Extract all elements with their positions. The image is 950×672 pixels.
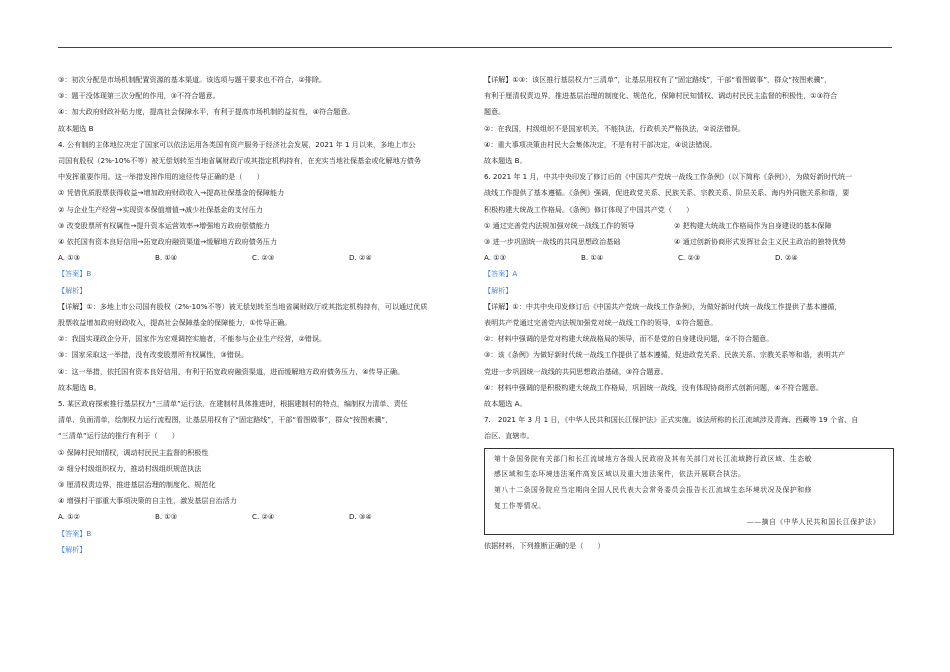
question-7-prompt: 依据材料，下列推断正确的是（ ） (484, 540, 605, 550)
choice-b: B. ①③ (155, 512, 178, 522)
question-6-stem: 积极构建大统战工作格局。《条例》修订体现了中国共产党（ ） (484, 204, 694, 214)
detail-line: 股票收益增加政府财政收入，提高社会保障基金的保障能力，①传导正确。 (58, 318, 292, 328)
choice-d: D. ②④ (349, 253, 372, 263)
material-line: 感区域和生态环境违法案件高发区域以及重大违法案件，依法开展联合执法。 (494, 470, 746, 479)
choice-a: A. ①② (58, 512, 80, 522)
question-7-stem: 7. 2021 年 3 月 1 日，《中华人民共和国长江保护法》正式实施。该法所称的长江流域涉及青海、西藏等 19 个省、自 (484, 415, 859, 425)
question-4-stem: 4. 公有制的主体地位决定了国家可以依法运用各类国有资产服务于经济社会发展，2021 年 1 月以来，多地上市公 (58, 139, 416, 149)
question-4-option: ② 与企业生产经营→实现资本保值增值→减少社保基金的支付压力 (58, 204, 263, 214)
question-4-stem: 中发挥重要作用。这一举措发挥作用的途径传导正确的是（ ） (58, 172, 264, 182)
detail-line: ②：材料中强调的是党对构建大统战格局的领导，而不是党的自身建设问题，②不符合题意。 (484, 334, 774, 344)
question-5-option: ④ 增强村干部重大事项决策的自主性，激发基层自治活力 (58, 496, 237, 506)
question-6-choices (484, 250, 894, 266)
choice-c: C. ②③ (252, 253, 275, 263)
text-line: ③：初次分配是市场机制配置资源的基本渠道。该选项与题干要求也不符合，②排除。 (58, 75, 327, 84)
choice-d: D. ②④ (775, 253, 798, 263)
detail-line: ③：该《条例》为做好新时代统一战线工作提供了基本遵循，促进政党关系、民族关系、宗教关系等和谐，表明共产 (484, 350, 846, 360)
question-5-option: ② 细分村级组织权力，推动村级组织规范执法 (58, 463, 202, 473)
choice-c: C. ②④ (252, 512, 275, 522)
detail-line: 表明共产党通过完善党内法规加强党对统一战线工作的领导，①符合题意。 (484, 318, 718, 328)
question-6-options-row (484, 234, 894, 250)
left-column (58, 72, 468, 558)
detail-line: 有利于厘清权责边界，推进基层治理的制度化、规范化，保障村民知情权、调动村民民主监督的积极性，①③符合 (484, 91, 838, 101)
answer-label: 【答案】B (58, 528, 92, 538)
detail-line: 【详解】①：多地上市公司国有股权（2%-10%不等）被无偿划转至当地省属财政厅或其指定机构持有，可以通过优质 (58, 301, 428, 311)
choice-a: A. ①③ (58, 253, 80, 263)
choice-a: A. ①③ (484, 253, 506, 263)
question-4-option: ③ 改变股票所有权属性→提升资本运营效率→增强地方政府偿债能力 (58, 220, 271, 230)
detail-line: 故本题选 B。 (484, 156, 527, 166)
question-5-option: ① 保障村民知情权，调动村民民主监督的积极性 (58, 447, 209, 457)
detail-line: 题意。 (484, 107, 506, 117)
question-5-stem: “三清单”运行法的推行有利于（ ） (58, 431, 179, 441)
detail-line: 故本题选 A。 (484, 399, 527, 409)
question-4-stem: 司国有股权（2%-10%不等）被无偿划转至当地省属财政厅或其指定机构持有，在充实当地社保基金或化解地方债务 (58, 156, 421, 166)
detail-line: ④：这一举措，依托国有资本良好信用，有利于拓宽政府融资渠道，进而缓解地方政府债务压力，④传导正确。 (58, 366, 405, 376)
question-5-choices (58, 509, 468, 525)
question-6-option: ① 通过完善党内法规加强对统一战线工作的领导 (484, 220, 635, 230)
detail-line: ③：国家采取这一举措，没有改变股票所有权属性，③错误。 (58, 350, 249, 360)
material-source: ——摘自《中华人民共和国长江保护法》 (746, 517, 880, 526)
detail-line: ②：在我国，村级组织不是国家机关，不能执法，行政机关严格执法，②说法错误。 (484, 123, 745, 133)
question-6-option: ④ 通过创新协商形式发挥社会主义民主政治的独特优势 (674, 237, 846, 247)
question-5-stem: 清单、负面清单，绘制权力运行流程图，让基层用权有了“固定路线”，干部“看图做事”，群众“按图索骥”， (58, 415, 393, 425)
material-line: 第八十二条国务院应当定期向全国人民代表大会常务委员会报告长江流域生态环境状况及保护和修 (494, 486, 813, 495)
question-6-stem: 6. 2021 年 1 月，中共中央印发了修订后的《中国共产党统一战线工作条例》（以下简称《条例》），为做好新时代统一 (484, 172, 853, 182)
material-line: 复工作等情况。 (494, 502, 546, 511)
choice-c: C. ②③ (678, 253, 701, 263)
detail-line: ②：我国实现政企分开，国家作为宏观调控实施者，不能参与企业生产经营，②错误。 (58, 334, 327, 344)
text-line: ④：加大政府财政补贴力度，提高社会保障水平，有利于提高市场机制的益贫性，④符合题意。 (58, 107, 355, 117)
detail-line: 【详解】①：中共中央印发修订后《中国共产党统一战线工作条例》，为做好新时代统一战线工作提供了基本遵循， (484, 301, 842, 311)
analysis-label: 【解析】 (484, 285, 513, 295)
question-6-option: ② 把构建大统战工作格局作为自身建设的基本保障 (674, 220, 832, 230)
text-line: 故本题选 B (58, 123, 94, 133)
question-7-stem: 治区、直辖市。 (484, 431, 534, 441)
detail-line: ④：重大事项决策由村民大会集体决定，不是有村干部决定，④说法错误。 (484, 139, 717, 149)
material-line: 第十条国务院有关部门和长江流域地方各级人民政府及其有关部门对长江流域跨行政区域、生态敏 (494, 454, 813, 463)
choice-d: D. ③④ (349, 512, 372, 522)
question-5-option: ③ 厘清权责边界，推进基层治理的制度化、规范化 (58, 480, 216, 490)
answer-label: 【答案】B (58, 269, 92, 279)
answer-label: 【答案】A (484, 269, 518, 279)
question-6-stem: 战线工作提供了基本遵循。《条例》强调，促进政党关系、民族关系、宗教关系、阶层关系、海内外同胞关系和谐，要 (484, 188, 850, 198)
question-4-choices (58, 250, 468, 266)
choice-b: B. ①④ (581, 253, 604, 263)
text-line: ③：题干没体现第三次分配的作用，③不符合题意。 (58, 91, 220, 101)
header-rule (58, 47, 892, 48)
right-column (484, 72, 894, 554)
analysis-label: 【解析】 (58, 285, 87, 295)
quoted-material-box (484, 448, 894, 535)
question-4-option: ① 凭借优质股票获得收益→增加政府财政收入→提高社保基金的保障能力 (58, 188, 285, 198)
detail-line: ④：材料中强调的是积极构建大统战工作格局，巩固统一战线，没有体现协商形式创新问题，④不符合题意。 (484, 382, 824, 392)
detail-line: 党进一步巩固统一战线的共同思想政治基础，③符合题意。 (484, 366, 668, 376)
choice-b: B. ①④ (155, 253, 178, 263)
question-6-option: ③ 进一步巩固统一战线的共同思想政治基础 (484, 237, 621, 247)
analysis-label: 【解析】 (58, 544, 87, 554)
question-5-stem: 5. 某区政府探索推行基层权力“三清单”运行法，在建制村具体推进时，根据建制村的特点，编制权力清单、责任 (58, 399, 408, 409)
question-4-option: ④ 依托国有资本良好信用→拓宽政府融资渠道→缓解地方政府债务压力 (58, 237, 278, 247)
question-6-options-row (484, 218, 894, 234)
detail-line: 【详解】①③：该区推行基层权力“三清单”，让基层用权有了“固定路线”，干部“看图做事”，群众“按图索骥”， (484, 75, 832, 84)
detail-line: 故本题选 B。 (58, 382, 101, 392)
